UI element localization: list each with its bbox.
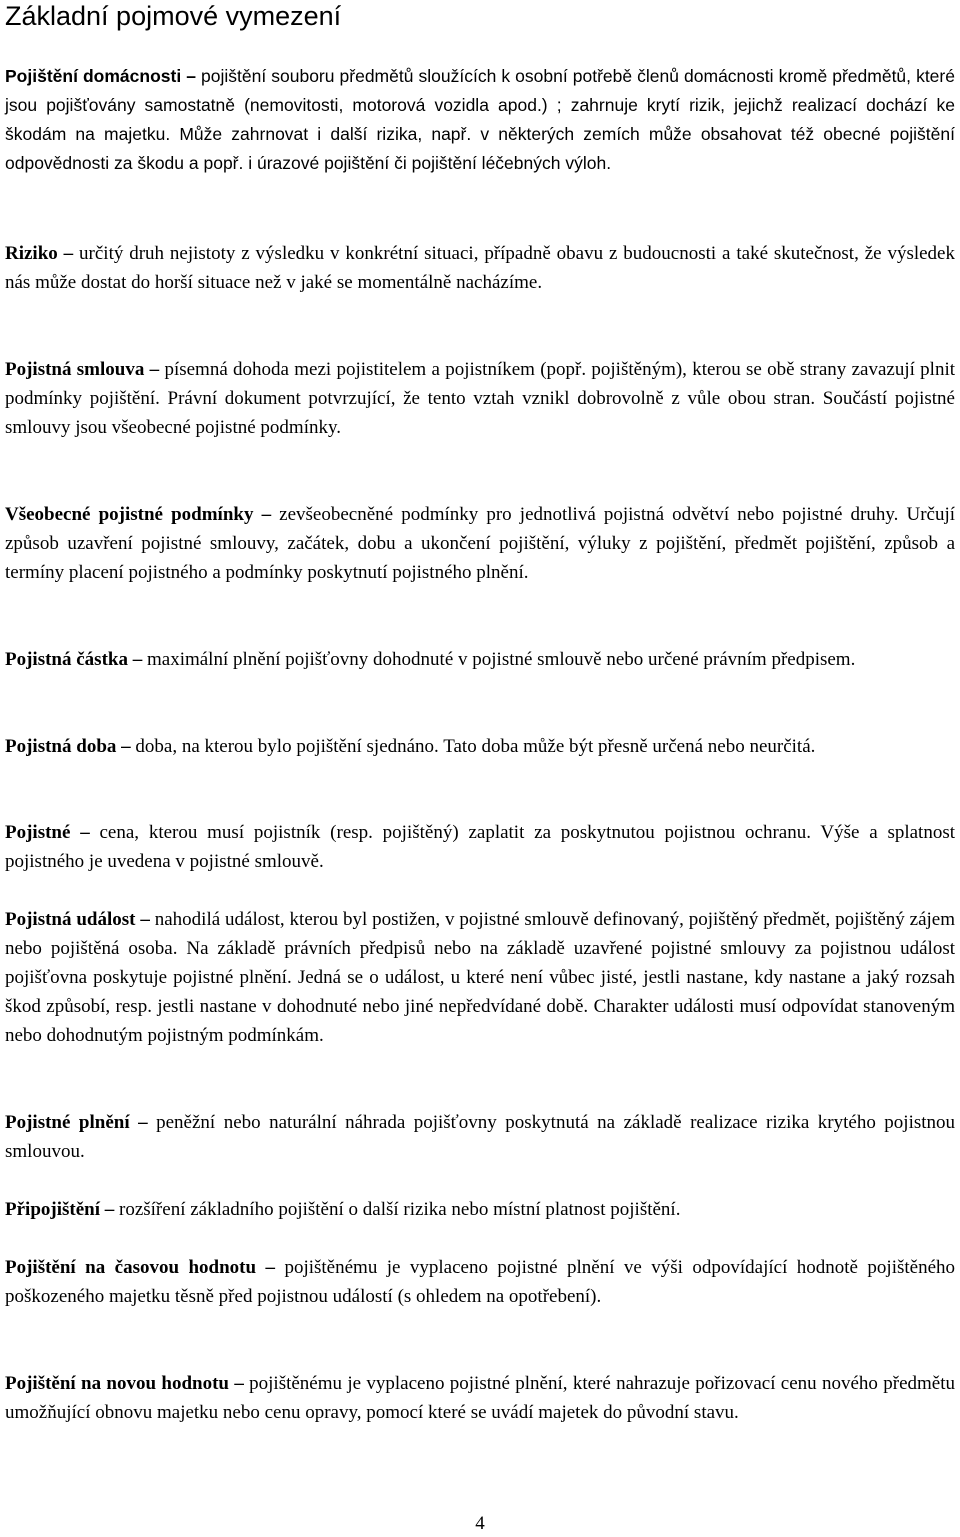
definition-text: peněžní nebo naturální náhrada pojišťovny poskytnutá na základě realizace rizika krytého pojistnou smlouvou.: [5, 1112, 956, 1162]
term: Všeobecné pojistné podmínky: [5, 504, 254, 525]
definition-paragraph: [5, 355, 955, 442]
definition-text: maximální plnění pojišťovny dohodnuté v pojistné smlouvě nebo určené právním předpisem.: [146, 649, 856, 670]
definition-text: doba, na kterou bylo pojištění sjednáno. Tato doba může být přesně určená nebo neurčitá.: [135, 736, 816, 757]
dash: –: [63, 243, 74, 264]
page-number: 4: [475, 1513, 485, 1534]
dash: –: [121, 736, 131, 757]
dash: –: [261, 504, 272, 525]
definition-paragraph: [5, 1195, 955, 1224]
term: Pojistná částka: [5, 649, 128, 670]
term: Pojistná smlouva: [5, 359, 145, 380]
definition-paragraph: [5, 500, 955, 587]
page-title: Základní pojmové vymezení: [5, 1, 342, 31]
term: Pojistné plnění: [5, 1112, 130, 1133]
dash: –: [234, 1373, 244, 1394]
definition-paragraph: [5, 1369, 955, 1427]
definition-text: cena, kterou musí pojistník (resp. pojištěný) zaplatit za poskytnutou pojistnou ochranu. Výše a splatnost pojistného je uvedena v pojistné smlouvě.: [5, 822, 956, 872]
dash: –: [186, 66, 196, 86]
dash: –: [149, 359, 160, 380]
dash: –: [265, 1257, 275, 1278]
definition-paragraph: [5, 645, 955, 674]
definition-text: nahodilá událost, kterou byl postižen, v pojistné smlouvě definovaný, pojištěný předmět, pojištěný zájem nebo pojištěná osoba. Na základě právních předpisů nebo na základě uzavřené pojistné smlouvy za pojistnou událost pojišťovna poskytuje pojistné plnění. Jedná se o událost, u které není vůbec jisté, jestli nastane, kdy nastane a jaký rozsah škod způsobí, resp. jestli nastane v dohodnuté nebo jiné nepředvídané době. Charakter události musí odpovídat stanoveným nebo dohodnutým pojistným podmínkám.: [5, 909, 956, 1046]
definition-text: pojištěnému je vyplaceno pojistné plnění, které nahrazuje pořizovací cenu nového předmětu umožňující obnovu majetku nebo cenu opravy, pomocí které se uvádí majetek do původní stavu.: [5, 1373, 955, 1423]
definition-text: písemná dohoda mezi pojistitelem a pojistníkem (popř. pojištěným), kterou se obě strany zavazují plnit podmínky pojištění. Právní dokument potvrzující, že tento vztah vznikl dobrovolně z vůle obou stran. Součástí pojistné smlouvy jsou všeobecné pojistné podmínky.: [5, 359, 956, 438]
definition-text: pojištění souboru předmětů sloužících k osobní potřebě členů domácnosti kromě předmětů, které jsou pojišťovány samostatně (nemovitosti, motorová vozidla apod.) ; zahrnuje krytí rizik, jejichž realizací dochází ke škodám na majetku. Může zahrnovat i další rizika, např. v některých zemích může obsahovat též obecné pojištění odpovědnosti za škodu a popř. i úrazové pojištění či pojištění léčebných výloh.: [5, 66, 955, 173]
definition-paragraph: [5, 239, 955, 297]
definition-paragraph: [5, 905, 955, 1050]
dash: –: [104, 1199, 115, 1220]
definition-paragraph: [5, 1253, 955, 1311]
dash: –: [132, 649, 143, 670]
definition-text: rozšíření základního pojištění o další rizika nebo místní platnost pojištění.: [119, 1199, 681, 1220]
term: Pojištění domácnosti: [5, 66, 182, 86]
definition-paragraph: [5, 1108, 955, 1166]
definition-text: určitý druh nejistoty z výsledku v konkrétní situaci, případně obavu z budoucnosti a také skutečnost, že výsledek nás může dostat do horší situace než v jaké se momentálně nacházíme.: [5, 243, 955, 293]
definition-paragraph: [5, 62, 955, 178]
definition-paragraph: [5, 732, 955, 761]
term: Pojistné: [5, 822, 71, 843]
term: Pojištění na časovou hodnotu: [5, 1257, 257, 1278]
definition-text: zevšeobecněné podmínky pro jednotlivá pojistná odvětví nebo pojistné druhy. Určují způsob uzavření pojistné smlouvy, začátek, dobu a ukončení pojištění, výluky z pojištění, předmět pojištění, způsob a termíny placení pojistného a podmínky poskytnutí pojistného plnění.: [5, 504, 956, 583]
term: Pojistná doba: [5, 736, 117, 757]
term: Připojištění: [5, 1199, 100, 1220]
definition-paragraph: [5, 818, 955, 876]
dash: –: [140, 909, 150, 930]
dash: –: [138, 1112, 148, 1133]
dash: –: [80, 822, 90, 843]
definition-text: pojištěnému je vyplaceno pojistné plnění ve výši odpovídající hodnotě pojištěného poškozeného majetku těsně před pojistnou událostí (s ohledem na opotřebení).: [5, 1257, 956, 1307]
term: Pojištění na novou hodnotu: [5, 1373, 229, 1394]
term: Pojistná událost: [5, 909, 136, 930]
term: Riziko: [5, 243, 58, 264]
